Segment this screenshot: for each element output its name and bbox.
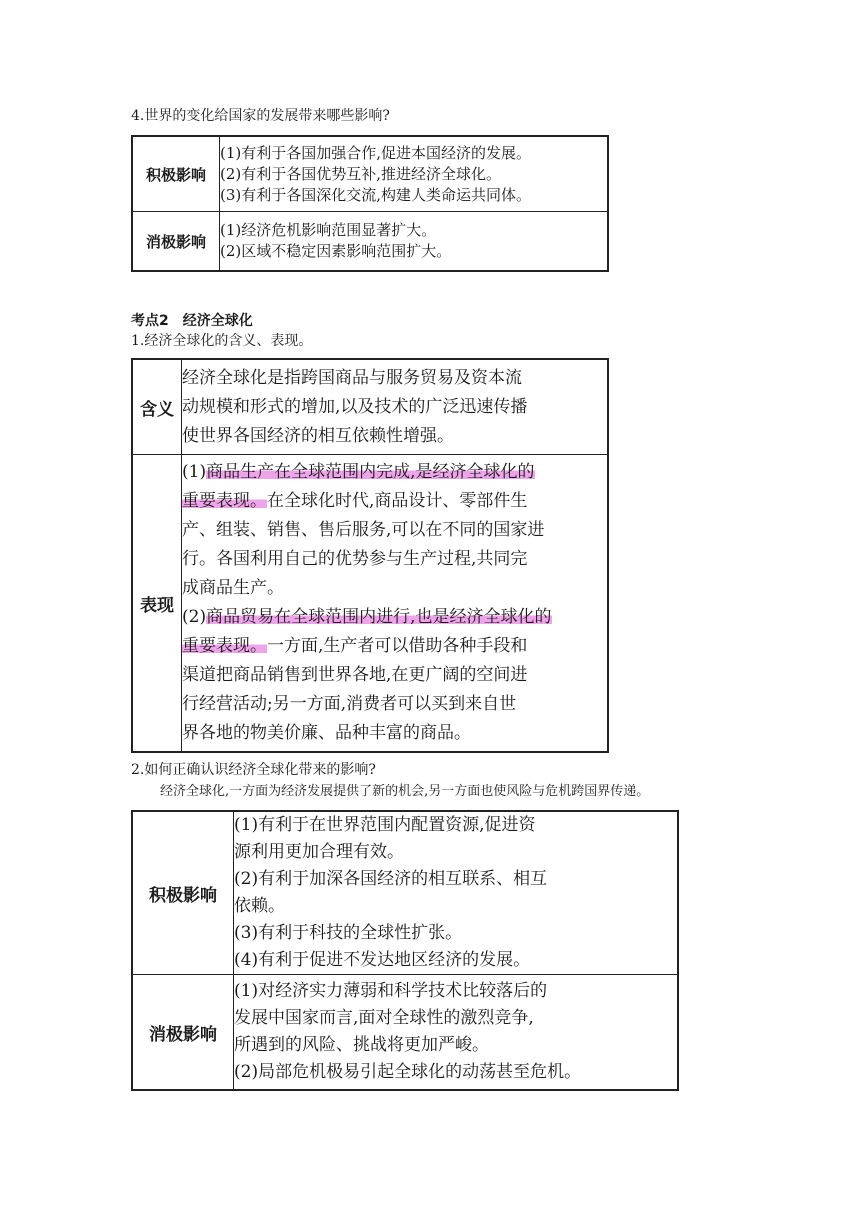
text-line: 经济全球化是指跨国商品与服务贸易及资本流: [182, 367, 522, 388]
highlighted-text: 商品生产在全球范围内完成,是经济全球化的: [206, 462, 535, 482]
table-row: [132, 455, 608, 753]
intro-paragraph: 经济全球化,一方面为经济发展提供了新的机会,另一方面也使风险与危机跨国界传递。: [160, 784, 650, 799]
question-2: 2.如何正确认识经济全球化带来的影响?: [131, 762, 376, 778]
list-item: (3)有利于科技的全球性扩张。: [234, 923, 463, 943]
text-line: 渠道把商品销售到世界各地,在更广阔的空间进: [182, 665, 528, 685]
positive-impact-header: 积极影响: [132, 136, 220, 212]
list-item: 源利用更加合理有效。: [234, 842, 404, 862]
performance-header: 表现: [132, 455, 182, 753]
list-item: (2)局部危机极易引起全球化的动荡甚至危机。: [234, 1062, 582, 1082]
text-line: 成商品生产。: [182, 578, 284, 598]
text-line: 产、组装、销售、售后服务,可以在不同的国家进: [182, 520, 545, 540]
text-line: 动规模和形式的增加,以及技术的广泛迅速传播: [182, 396, 528, 417]
globalization-definition-table: [131, 358, 609, 753]
text-line: [182, 487, 607, 516]
globalization-impact-table: [131, 810, 679, 1091]
list-item: (3)有利于各国深化交流,构建人类命运共同体。: [220, 185, 532, 204]
table-row: [132, 975, 678, 1091]
text-line: [182, 632, 607, 661]
positive-impact-cell: [220, 136, 609, 212]
section-heading: 考点2 经济全球化: [131, 313, 253, 329]
performance-cell: [182, 455, 609, 753]
list-item: (2)有利于加深各国经济的相互联系、相互: [234, 869, 548, 889]
list-item: 发展中国家而言,面对全球性的激烈竞争,: [234, 1008, 534, 1028]
body-text: 在全球化时代,商品设计、零部件生: [267, 491, 528, 511]
highlighted-text: 商品贸易在全球范围内进行,也是经济全球化的: [206, 607, 552, 627]
list-item: (1)对经济实力薄弱和科学技术比较落后的: [234, 981, 548, 1001]
table-row: [132, 136, 608, 212]
negative-impact-cell: [220, 212, 609, 272]
question-1: 1.经济全球化的含义、表现。: [131, 333, 313, 349]
table-row: [132, 212, 608, 272]
list-item: (1)有利于各国加强合作,促进本国经济的发展。: [220, 143, 532, 162]
highlighted-text: 重要表现。: [182, 491, 267, 511]
positive-impact-cell: [234, 811, 679, 975]
negative-impact-header: 消极影响: [132, 212, 220, 272]
meaning-header: 含义: [132, 359, 182, 455]
text-line: 行经营活动;另一方面,消费者可以买到来自世: [182, 694, 517, 714]
list-item: (1)经济危机影响范围显著扩大。: [220, 221, 437, 239]
question-4: 4.世界的变化给国家的发展带来哪些影响?: [131, 108, 390, 124]
country-impact-table: [131, 135, 609, 272]
list-item: (2)区域不稳定因素影响范围扩大。: [220, 242, 452, 260]
meaning-cell: [182, 359, 609, 455]
text-line: [182, 458, 607, 487]
item-number: (2): [182, 607, 207, 627]
highlighted-text: 重要表现。: [182, 636, 267, 656]
text-line: 界各地的物美价廉、品种丰富的商品。: [182, 723, 471, 743]
negative-impact-header: 消极影响: [132, 975, 234, 1091]
list-item: 所遇到的风险、挑战将更加严峻。: [234, 1035, 489, 1055]
list-item: (1)有利于在世界范围内配置资源,促进资: [234, 815, 536, 835]
positive-impact-header: 积极影响: [132, 811, 234, 975]
negative-impact-cell: [234, 975, 679, 1091]
text-line: 使世界各国经济的相互依赖性增强。: [182, 425, 454, 446]
list-item: (2)有利于各国优势互补,推进经济全球化。: [220, 164, 502, 183]
text-line: [182, 603, 607, 632]
list-item: (4)有利于促进不发达地区经济的发展。: [234, 950, 531, 970]
table-row: [132, 811, 678, 975]
list-item: 依赖。: [234, 896, 285, 916]
table-row: [132, 359, 608, 455]
item-number: (1): [182, 462, 207, 482]
text-line: 行。各国利用自己的优势参与生产过程,共同完: [182, 549, 528, 569]
body-text: 一方面,生产者可以借助各种手段和: [267, 636, 528, 656]
